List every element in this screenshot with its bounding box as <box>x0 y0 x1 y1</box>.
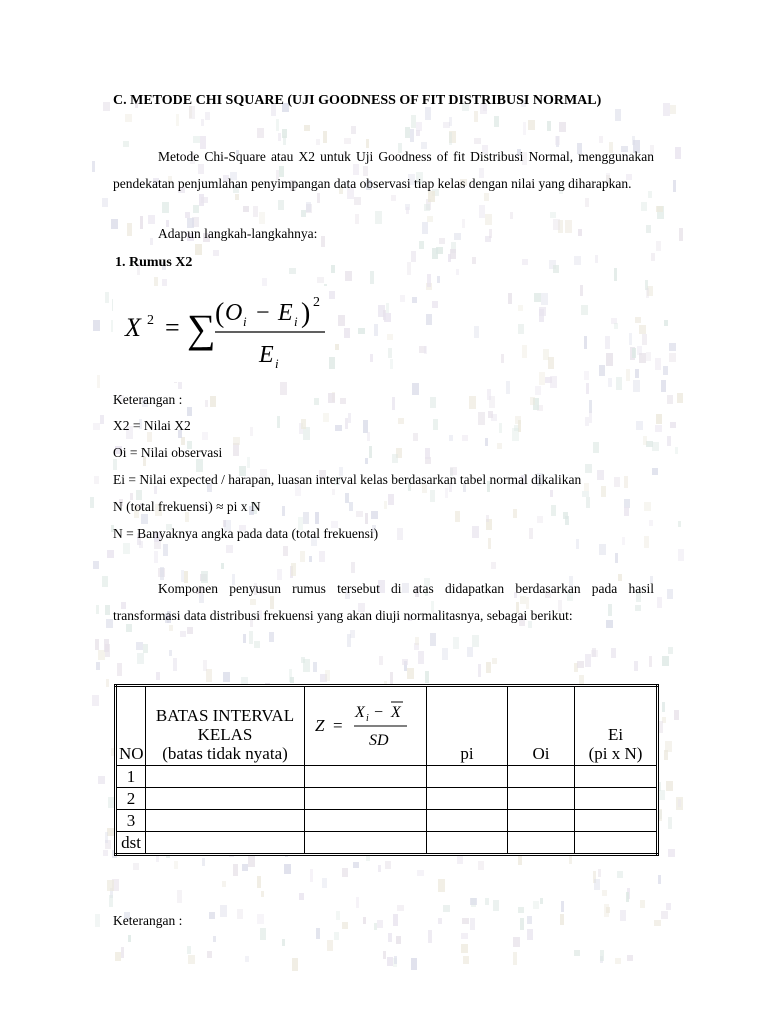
keterangan-bottom-label: Keterangan : <box>113 913 183 928</box>
header-ei-line1: Ei <box>607 725 624 744</box>
z-equals: = <box>332 716 343 735</box>
formula-den-e: E <box>259 342 274 368</box>
definition-ei-cont: N (total frekuensi) ≈ pi x N <box>113 499 261 514</box>
formula-num-e: E <box>278 300 293 326</box>
formula-num-o: O <box>225 300 243 326</box>
definition-n: N = Banyaknya angka pada data (total frekuensi) <box>113 526 379 541</box>
z-lhs: Z <box>314 716 324 735</box>
row-no: 1 <box>116 766 146 788</box>
formula-num-o-sub: i <box>243 314 247 329</box>
header-batas-line1: BATAS INTERVAL <box>155 706 295 725</box>
formula-lhs-exp: 2 <box>147 313 154 328</box>
z-num-minus: − <box>373 704 383 721</box>
row-z <box>305 810 427 832</box>
formula-num-exp: 2 <box>313 295 320 310</box>
row-batas <box>146 832 305 855</box>
section-heading: C. METODE CHI SQUARE (UJI GOODNESS OF FIT DISTRIBUSI NORMAL) <box>113 93 602 108</box>
z-num-x: X <box>354 704 365 721</box>
formula-num-e-sub: i <box>294 314 298 329</box>
header-oi: Oi <box>508 686 575 766</box>
table-row <box>116 788 658 810</box>
row-z <box>305 766 427 788</box>
row-batas <box>146 810 305 832</box>
row-ei <box>575 810 658 832</box>
summation-symbol: ∑ <box>187 306 216 351</box>
row-batas <box>146 766 305 788</box>
header-no: NO <box>116 686 146 766</box>
row-batas <box>146 788 305 810</box>
header-z-formula <box>305 686 427 766</box>
formula-open-paren: ( <box>215 298 225 329</box>
header-ei <box>575 686 658 766</box>
distribution-table <box>114 684 659 856</box>
definition-ei: Ei = Nilai expected / harapan, luasan interval kelas berdasarkan tabel normal dikalikan <box>113 472 582 487</box>
komponen-paragraph: Komponen penyusun rumus tersebut di atas didapatkan berdasarkan pada hasil transformasi data distribusi frekuensi yang akan diuji normalitasnya, sebagai berikut: <box>113 581 654 623</box>
header-batas-line3: (batas tidak nyata) <box>162 744 288 763</box>
row-no: 3 <box>116 810 146 832</box>
header-pi: pi <box>427 686 508 766</box>
row-ei <box>575 832 658 855</box>
row-oi <box>508 810 575 832</box>
formula-close-paren: ) <box>301 298 311 329</box>
row-oi <box>508 832 575 855</box>
row-oi <box>508 766 575 788</box>
row-ei <box>575 788 658 810</box>
formula-lhs: X <box>125 313 141 342</box>
table-row <box>116 832 658 855</box>
header-ei-line2: (pi x N) <box>588 744 643 763</box>
row-pi <box>427 810 508 832</box>
z-den: SD <box>368 732 389 749</box>
intro-paragraph: Metode Chi-Square atau X2 untuk Uji Goodness of fit Distribusi Normal, menggunakan pendekatan penjumlahan penyimpangan data observasi tiap kelas dengan nilai yang diharapkan. <box>113 149 654 191</box>
steps-intro: Adapun langkah-langkahnya: <box>158 226 318 241</box>
chi-square-formula <box>113 286 329 382</box>
table-header-row <box>116 686 658 766</box>
row-z <box>305 832 427 855</box>
definition-x2: X2 = Nilai X2 <box>113 418 191 433</box>
formula-equals: = <box>165 313 180 342</box>
z-num-xbar: X <box>390 704 401 721</box>
row-oi <box>508 788 575 810</box>
header-batas-interval <box>146 686 305 766</box>
formula-den-e-sub: i <box>275 356 279 371</box>
row-no: dst <box>116 832 146 855</box>
row-pi <box>427 832 508 855</box>
definition-oi: Oi = Nilai observasi <box>113 445 223 460</box>
row-ei <box>575 766 658 788</box>
table-row <box>116 766 658 788</box>
row-pi <box>427 766 508 788</box>
subheading-rumus: 1. Rumus X2 <box>115 255 193 270</box>
row-no: 2 <box>116 788 146 810</box>
z-num-sub: i <box>365 713 369 724</box>
table-row <box>116 810 658 832</box>
row-z <box>305 788 427 810</box>
header-batas-line2: KELAS <box>197 725 253 744</box>
keterangan-label: Keterangan : <box>113 392 183 407</box>
formula-num-minus: − <box>256 300 270 326</box>
row-pi <box>427 788 508 810</box>
